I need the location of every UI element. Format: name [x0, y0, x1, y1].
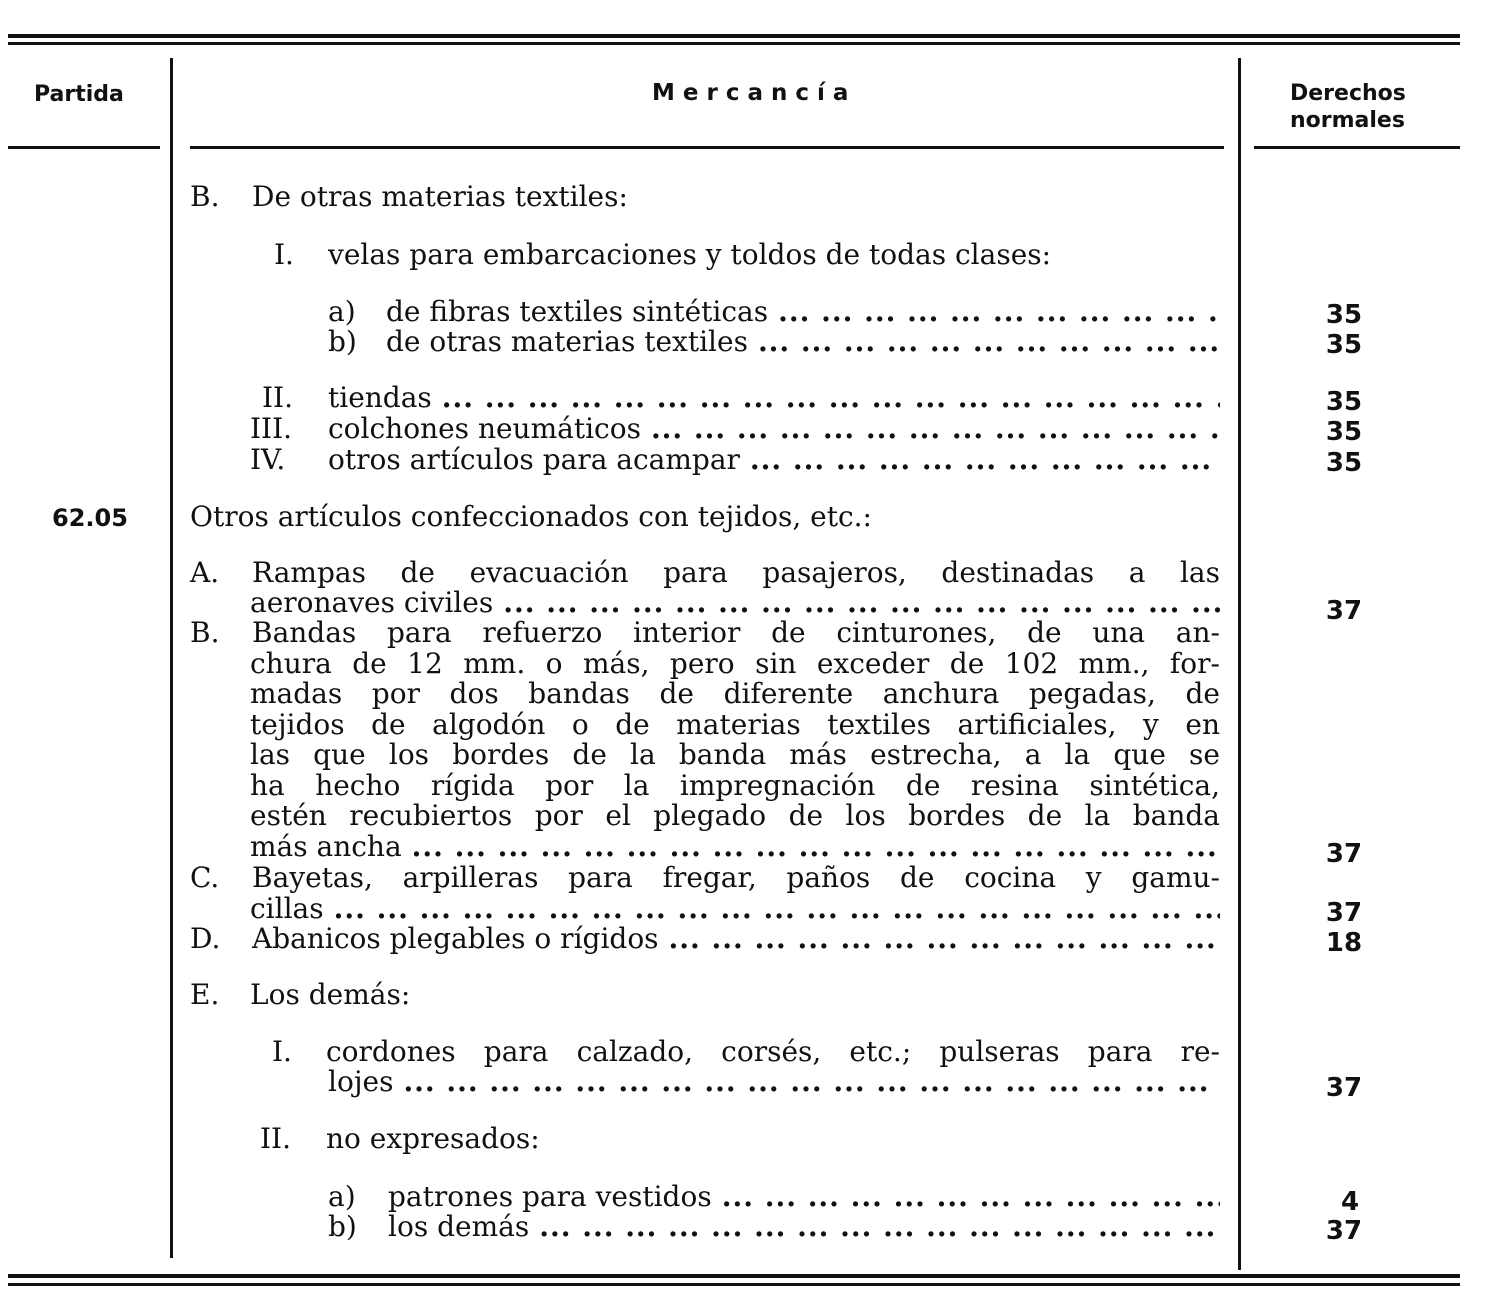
item-marker: D. [190, 922, 221, 955]
top-double-rule-1 [8, 34, 1460, 38]
header-derechos-line1: Derechos [1290, 81, 1406, 106]
duty-value: 35 [1325, 300, 1363, 330]
item-text: Abanicos plegables o rígidos [252, 922, 659, 955]
item-marker: III. [250, 412, 293, 445]
item-marker: II. [262, 381, 294, 414]
item-marker: IV. [250, 443, 286, 476]
item-heading: De otras materias textiles: [252, 180, 628, 213]
item-marker: B. [190, 180, 220, 213]
item-heading: no expresados: [326, 1122, 540, 1155]
partida-number: 62.05 [52, 504, 128, 532]
item-text: aeronaves civiles [250, 586, 494, 619]
item-heading: velas para embarcaciones y toldos de todas clases: [328, 238, 1052, 271]
bottom-double-rule-2 [8, 1283, 1460, 1286]
item-text: colchones neumáticos [328, 412, 641, 445]
duty-value: 4 [1340, 1187, 1360, 1217]
item-text-line: cordones para calzado, corsés, etc.; pulseras para re- [326, 1035, 1220, 1068]
item-text: de fibras textiles sintéticas [386, 295, 769, 328]
item-line [250, 894, 1220, 924]
item-line [328, 445, 1220, 475]
item-line [252, 924, 1220, 954]
duty-value: 35 [1325, 417, 1363, 447]
duty-value: 35 [1325, 387, 1363, 417]
item-line [388, 1212, 1220, 1242]
item-line [328, 1067, 1220, 1097]
leader-dots [402, 832, 1220, 862]
duty-value: 37 [1325, 1073, 1363, 1103]
header-derechos-line2: normales [1290, 108, 1405, 133]
leader-dots [432, 383, 1220, 413]
bottom-double-rule-1 [8, 1274, 1460, 1278]
item-text: patrones para vestidos [388, 1180, 712, 1213]
item-line [328, 414, 1220, 444]
item-heading: Los demás: [250, 978, 411, 1011]
item-text: lojes [328, 1065, 394, 1098]
item-marker: B. [190, 616, 220, 649]
item-text: cillas [250, 892, 324, 925]
item-text-line: tejidos de algodón o de materias textiles artificiales, y en [250, 708, 1220, 741]
item-text-line: Rampas de evacuación para pasajeros, destinadas a las [252, 556, 1220, 589]
item-marker: b) [328, 1210, 357, 1243]
column-divider-left [170, 58, 173, 1258]
item-marker: a) [328, 295, 356, 328]
item-line [388, 1182, 1220, 1212]
item-marker: b) [328, 325, 357, 358]
item-text-line: Bandas para refuerzo interior de cinturones, de una an- [252, 616, 1220, 649]
duty-value: 18 [1325, 928, 1363, 958]
leader-dots [740, 445, 1220, 475]
leader-dots [768, 297, 1220, 327]
item-line [250, 588, 1220, 618]
duty-value: 37 [1325, 1216, 1363, 1246]
item-text-line: ha hecho rígida por la impregnación de resina sintética, [250, 769, 1220, 802]
column-divider-right [1238, 58, 1241, 1270]
item-text-line: estén recubiertos por el plegado de los bordes de la banda [250, 799, 1220, 832]
item-text-line: madas por dos bandas de diferente anchura pegadas, de [250, 677, 1220, 710]
leader-dots [493, 588, 1220, 618]
item-text-line: las que los bordes de la banda más estrecha, a la que se [250, 738, 1220, 771]
header-mercancia: M e r c a n c í a [652, 80, 849, 106]
item-line [386, 297, 1220, 327]
item-marker: I. [274, 238, 294, 271]
leader-dots [659, 924, 1220, 954]
item-text-line: Bayetas, arpilleras para fregar, paños de cocina y gamu- [252, 861, 1220, 894]
leader-dots [641, 414, 1220, 444]
item-text-line: chura de 12 mm. o más, pero sin exceder de 102 mm., for- [250, 647, 1220, 680]
duty-value: 35 [1325, 330, 1363, 360]
top-double-rule-2 [8, 42, 1460, 45]
item-line [328, 383, 1220, 413]
item-marker: E. [190, 978, 220, 1011]
item-marker: I. [272, 1035, 292, 1068]
leader-dots [529, 1212, 1220, 1242]
leader-dots [748, 327, 1220, 357]
partida-heading: Otros artículos confeccionados con tejidos, etc.: [190, 500, 872, 533]
item-marker: II. [260, 1122, 292, 1155]
item-text: tiendas [328, 381, 432, 414]
header-partida: Partida [34, 82, 124, 107]
leader-dots [324, 894, 1220, 924]
leader-dots [393, 1067, 1220, 1097]
item-text: más ancha [250, 830, 402, 863]
item-marker: A. [190, 556, 220, 589]
item-text: de otras materias textiles [386, 325, 748, 358]
leader-dots [712, 1182, 1220, 1212]
item-line [386, 327, 1220, 357]
duty-value: 37 [1325, 839, 1363, 869]
header-underline-partida [8, 146, 160, 149]
header-underline-derechos [1254, 146, 1460, 149]
item-text: otros artículos para acampar [328, 443, 740, 476]
header-underline-mercancia [190, 146, 1224, 149]
duty-value: 35 [1325, 448, 1363, 478]
item-text: los demás [388, 1210, 530, 1243]
duty-value: 37 [1325, 898, 1363, 928]
header-derechos [1290, 80, 1406, 134]
item-line [250, 832, 1220, 862]
duty-value: 37 [1325, 596, 1363, 626]
item-marker: C. [190, 861, 220, 894]
item-marker: a) [328, 1180, 356, 1213]
